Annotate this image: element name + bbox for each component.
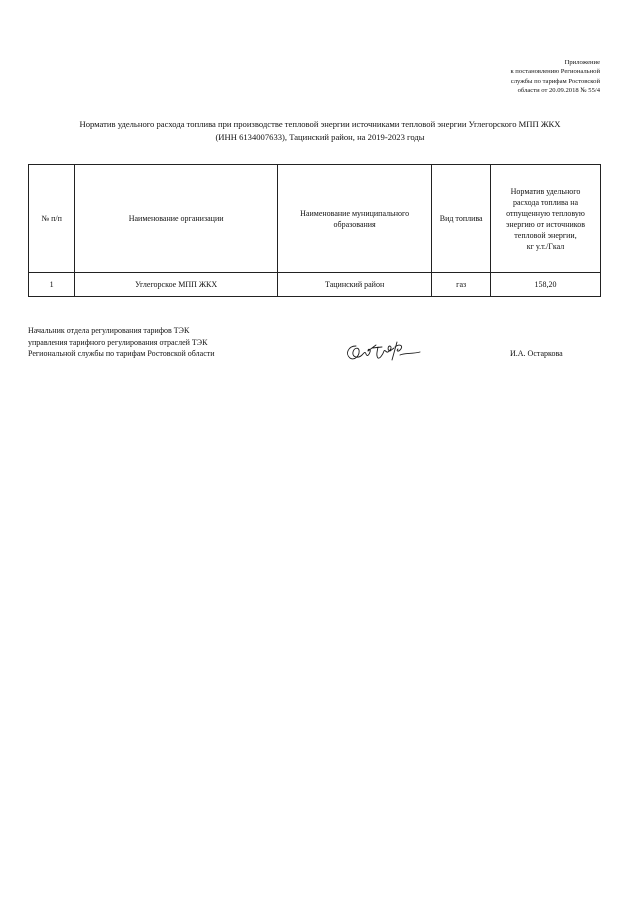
appendix-line: области от 20.09.2018 № 55/4 xyxy=(517,87,600,95)
header-organization: Наименование организации xyxy=(75,165,278,273)
header-municipality-line1: Наименование муниципального xyxy=(300,208,410,218)
header-norm-line: Норматив удельного xyxy=(510,186,581,196)
cell-municipality: Тацинский район xyxy=(277,273,431,297)
header-norm-line: расхода топлива на xyxy=(512,197,579,207)
document-title xyxy=(20,118,620,144)
table-header-row xyxy=(29,165,601,273)
appendix-line: Приложение xyxy=(564,59,600,66)
position-line: управления тарифного регулирования отраслей ТЭК xyxy=(28,337,208,347)
table-row xyxy=(29,273,601,297)
cell-fuel-type: газ xyxy=(432,273,491,297)
header-municipality xyxy=(277,165,431,273)
header-municipality-line2: образования xyxy=(333,219,376,229)
header-norm-line: кг у.т./Гкал xyxy=(526,241,565,251)
header-norm-line: энергию от источников xyxy=(505,219,586,229)
signer-name: И.А. Остаркова xyxy=(510,349,563,358)
position-line: Региональной службы по тарифам Ростовской области xyxy=(28,349,215,358)
appendix-note xyxy=(440,58,600,96)
document-title-line1: Норматив удельного расхода топлива при производстве тепловой энергии источниками тепловой энергии Углегорского МПП ЖКХ xyxy=(79,119,561,129)
appendix-line: к постановлению Региональной xyxy=(510,68,600,76)
cell-norm-value: 158,20 xyxy=(491,273,601,297)
signatory-position xyxy=(28,325,215,360)
header-num: № п/п xyxy=(29,165,75,273)
header-norm xyxy=(491,165,601,273)
cell-num: 1 xyxy=(29,273,75,297)
appendix-line: службы по тарифам Ростовской xyxy=(510,77,600,85)
cell-organization: Углегорское МПП ЖКХ xyxy=(75,273,278,297)
norms-table xyxy=(28,164,601,297)
header-norm-line: тепловой энергии, xyxy=(514,230,577,240)
header-fuel-type: Вид топлива xyxy=(432,165,491,273)
position-line: Начальник отдела регулирования тарифов ТЭК xyxy=(28,326,190,335)
handwritten-signature xyxy=(342,338,422,368)
document-title-line2: (ИНН 6134007633), Тацинский район, на 2019-2023 годы xyxy=(215,132,425,142)
header-norm-line: отпущенную тепловую xyxy=(506,208,585,218)
